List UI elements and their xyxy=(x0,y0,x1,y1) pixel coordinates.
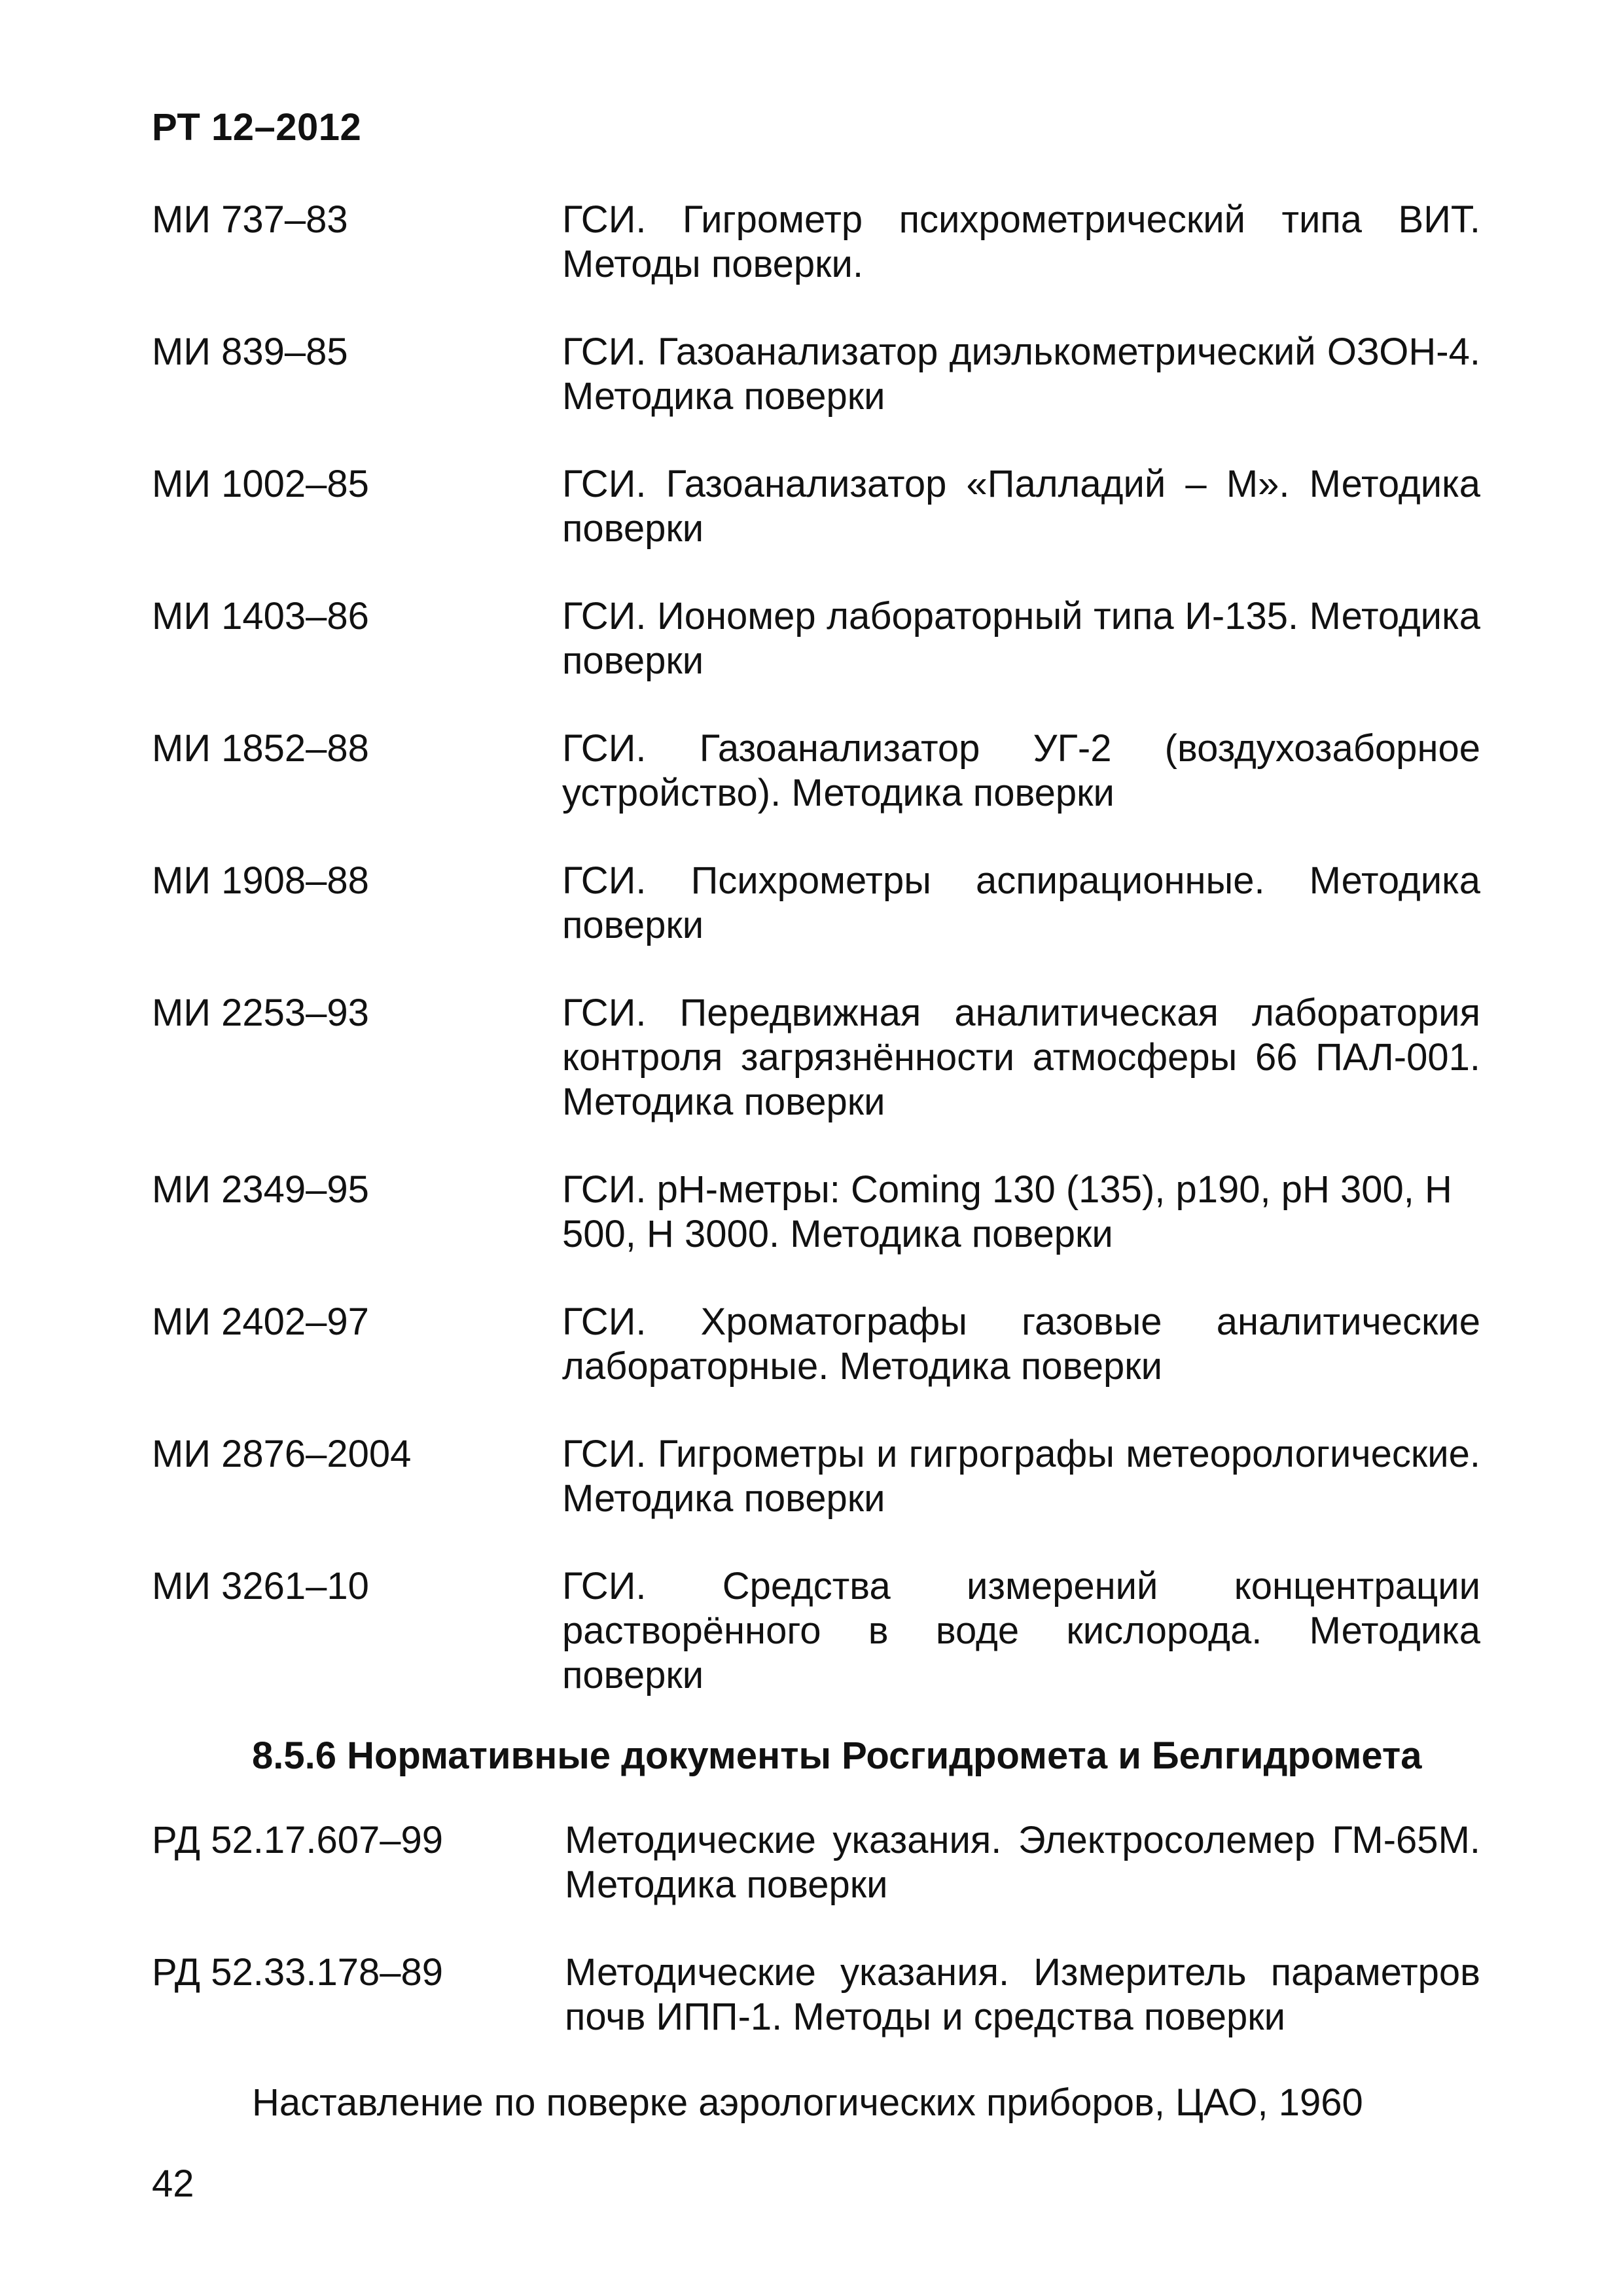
entry-title: ГСИ. Газоанализатор УГ-2 (воздухозаборное устройство). Методика поверки xyxy=(562,727,1480,814)
entry-code: МИ 2253–93 xyxy=(152,992,369,1034)
entry-code: РД 52.17.607–99 xyxy=(152,1819,443,1861)
list-item xyxy=(152,1950,1480,2039)
entry-title: ГСИ. Газоанализатор диэлькометрический ОЗОН-4. Методика поверки xyxy=(562,331,1480,418)
list-item xyxy=(152,726,1480,816)
list-item xyxy=(152,991,1480,1124)
section-heading: 8.5.6 Нормативные документы Росгидромета и Белгидромета xyxy=(252,1734,1422,1777)
entry-code: МИ 1852–88 xyxy=(152,727,369,770)
entry-title: ГСИ. Газоанализатор «Палладий – М». Методика поверки xyxy=(562,463,1480,550)
list-item xyxy=(152,1564,1480,1698)
list-item xyxy=(152,462,1480,551)
page-number: 42 xyxy=(152,2162,194,2205)
entry-title: ГСИ. Психрометры аспирационные. Методика поверки xyxy=(562,859,1480,946)
reference-note: Наставление по поверке аэрологических приборов, ЦАО, 1960 xyxy=(252,2081,1363,2124)
entry-code: МИ 839–85 xyxy=(152,331,348,373)
list-item xyxy=(152,330,1480,419)
standards-list xyxy=(152,198,1480,1741)
entry-title: ГСИ. Средства измерений концентрации растворённого в воде кислорода. Методика поверки xyxy=(562,1565,1480,1696)
list-item xyxy=(152,1168,1480,1257)
entry-code: МИ 1002–85 xyxy=(152,463,369,505)
entry-code: МИ 2402–97 xyxy=(152,1300,369,1343)
entry-title: ГСИ. Хроматографы газовые аналитические лабораторные. Методика поверки xyxy=(562,1300,1480,1388)
list-item xyxy=(152,198,1480,287)
entry-code: МИ 3261–10 xyxy=(152,1565,369,1607)
entry-title: ГСИ. рН-метры: Coming 130 (135), р190, рН 300, Н 500, Н 3000. Методика поверки xyxy=(562,1168,1452,1255)
list-item xyxy=(152,1300,1480,1389)
entry-title: ГСИ. Гигрометр психрометрический типа ВИТ. Методы поверки. xyxy=(562,198,1480,285)
entry-title: ГСИ. Передвижная аналитическая лаборатория контроля загрязнённости атмосферы 66 ПАЛ-001. Методика поверки xyxy=(562,992,1480,1123)
list-item xyxy=(152,1432,1480,1521)
entry-code: МИ 1403–86 xyxy=(152,595,369,637)
entry-title: Методические указания. Электросолемер ГМ-65М. Методика поверки xyxy=(565,1819,1480,1906)
guidance-documents-list xyxy=(152,1818,1480,2083)
entry-code: МИ 2349–95 xyxy=(152,1168,369,1211)
entry-code: МИ 1908–88 xyxy=(152,859,369,902)
entry-title: Методические указания. Измеритель параметров почв ИПП-1. Методы и средства поверки xyxy=(565,1951,1480,2038)
list-item xyxy=(152,1818,1480,1907)
entry-code: МИ 737–83 xyxy=(152,198,348,241)
entry-title: ГСИ. Иономер лабораторный типа И-135. Методика поверки xyxy=(562,595,1480,682)
list-item xyxy=(152,594,1480,683)
entry-code: РД 52.33.178–89 xyxy=(152,1951,443,1994)
document-code-header: РТ 12–2012 xyxy=(152,106,362,149)
entry-code: МИ 2876–2004 xyxy=(152,1433,412,1475)
entry-title: ГСИ. Гигрометры и гигрографы метеорологические. Методика поверки xyxy=(562,1433,1480,1520)
list-item xyxy=(152,859,1480,948)
